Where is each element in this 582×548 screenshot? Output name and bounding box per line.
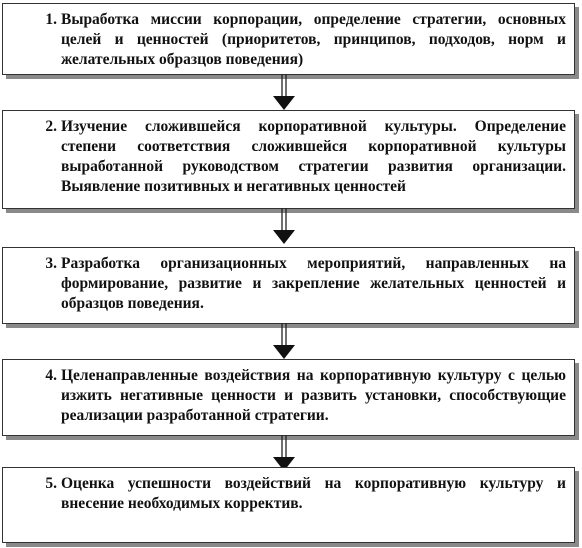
- step-box-1: [2, 3, 575, 75]
- step-box-5: [2, 467, 575, 543]
- step-text: Изучение сложившейся корпоративной культуры. Определение степени соответствия сложившейся корпоративной культуры выработанной руководством стратегии развития организации. Выявление позитивных и негативных ценностей: [61, 118, 566, 195]
- step-text: Целенаправленные воздействия на корпоративную культуру с целью изжить негативные ценности и развить установки, способствующие реализации разработанной стратегии.: [61, 367, 566, 424]
- step-text: Выработка миссии корпорации, определение стратегии, основных целей и ценностей (приоритетов, принципов, подходов, норм и желательных образцов поведения): [61, 11, 566, 68]
- step-number: 4.: [45, 367, 57, 384]
- step-box-2: [2, 110, 575, 209]
- step-text: Разработка организационных мероприятий, направленных на формирование, развитие и закрепление желательных ценностей и образцов поведения.: [61, 255, 566, 312]
- step-box-4: [2, 359, 575, 436]
- step-box-3: [2, 247, 575, 324]
- step-text: Оценка успешности воздействий на корпоративную культуру и внесение необходимых корректив.: [61, 475, 566, 512]
- arrow-down-icon: [264, 208, 304, 252]
- step-number: 5.: [45, 475, 57, 492]
- step-number: 3.: [45, 255, 57, 272]
- step-number: 1.: [45, 11, 57, 28]
- step-number: 2.: [45, 118, 57, 135]
